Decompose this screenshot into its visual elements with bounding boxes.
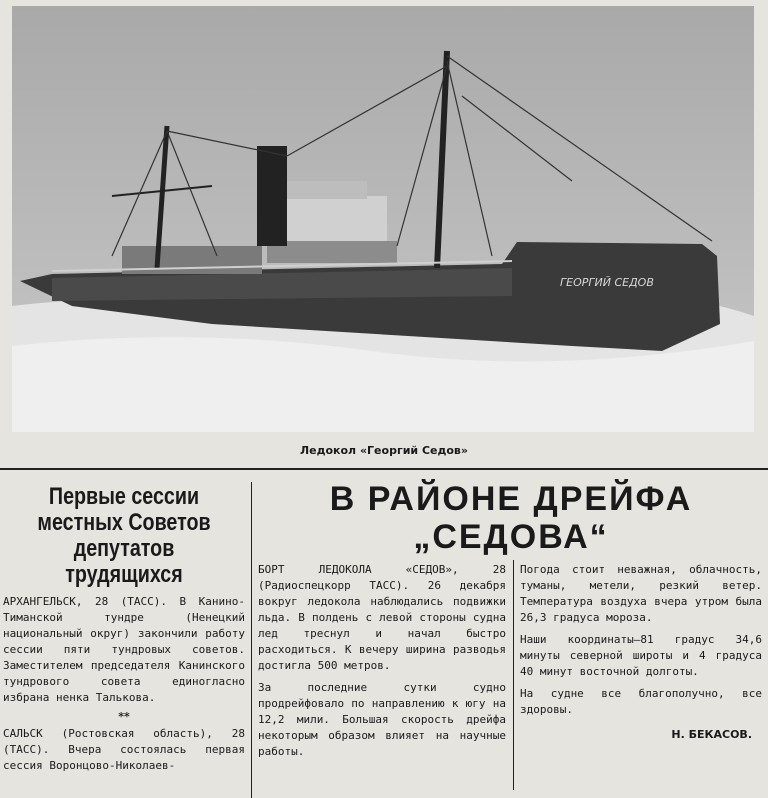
ship-illustration <box>12 6 754 432</box>
column-divider-left <box>251 482 252 798</box>
main-column-1-paragraph-1: БОРТ ЛЕДОКОЛА «СЕДОВ», 28 (Радиоспецкорр ТАСС). 26 декабря вокруг ледокола наблюдались подвижки льда. В полдень с левой стороны судна лед треснул и начал быстро расходиться. К вечеру ширина разводья достигла 500 метров. <box>258 563 506 672</box>
main-headline-line-1: В РАЙОНЕ ДРЕЙФА <box>329 480 693 518</box>
main-column-2-paragraph-2: Наши координаты—81 градус 34,6 минуты северной широты и 4 градуса 40 минут восточной долготы. <box>520 633 762 678</box>
main-column-1-paragraph-2: За последние сутки судно продрейфовало по направлению к югу на 12,2 мили. Большая скорость дрейфа некоторым образом влияет на научные работы. <box>258 681 506 758</box>
author-signature: Н. БЕКАСОВ. <box>671 728 752 741</box>
main-article-column-1 <box>256 562 508 760</box>
photo-caption: Ледокол «Георгий Седов» <box>300 444 468 457</box>
main-article-column-2 <box>518 562 764 741</box>
left-article <box>0 484 248 774</box>
main-article-headline <box>256 480 766 556</box>
icebreaker-photo <box>12 6 754 432</box>
ship-name-label: ГЕОРГИЙ СЕДОВ <box>560 276 654 289</box>
main-column-2-paragraph-1: Погода стоит неважная, облачность, туманы, метели, резкий ветер. Температура воздуха вчера утром была 26,3 градуса мороза. <box>520 563 762 624</box>
main-headline-line-2: „СЕДОВА“ <box>413 518 609 556</box>
left-article-paragraph-2: САЛЬСК (Ростовская область), 28 (ТАСС). Вчера состоялась первая сессия Воронцово-Николаев- <box>3 727 245 772</box>
article-separator: ** <box>118 710 130 723</box>
left-article-paragraph-1: АРХАНГЕЛЬСК, 28 (ТАСС). В Канино-Тиманской тундре (Ненецкий национальный округ) закончили работу сессии пяти тундровых советов. Заместителем председателя Канинского тундрового совета единогласно избрана ненка Талькова. <box>3 595 245 704</box>
left-article-headline: Первые сессии местных Советов депутатов трудящихся <box>37 483 211 588</box>
horizontal-divider <box>0 468 768 470</box>
column-divider-right <box>513 560 514 790</box>
main-column-2-paragraph-3: На судне все благополучно, все здоровы. <box>520 687 762 716</box>
